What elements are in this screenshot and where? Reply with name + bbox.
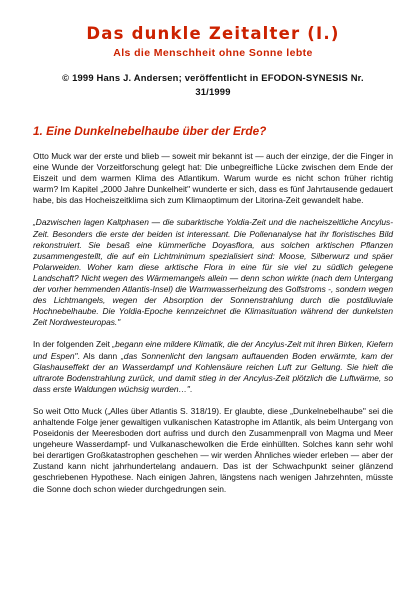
- paragraph-intro: Otto Muck war der erste und blieb — soweit mir bekannt ist — auch der einzige, der die Finger in eine Wunde der Vorzeitforschung gelegt hat: Die unbegreifliche Lücke zwischen dem Ende der Eiszeit und dem warmen Klima des Atlantikum. Warum wurde es nicht schon früher richtig warm? Im Kapitel „2000 Jahre Dunkelheit" wunderte er sich, dass es fünf Jahrtausende gedauert habe, bis das Hocheiszeitklima sich zum Klimaoptimum der Litorina-Zeit gewandelt habe.: [33, 151, 393, 206]
- paragraph-following-time: [33, 339, 393, 394]
- paragraph-conclusion: So weit Otto Muck („Alles über Atlantis S. 318/19). Er glaubte, diese „Dunkelnebelhaube" sei die anhaltende Folge jener gewaltigen vulkanischen Katastrophe im Atlantik, als beim Untergang von Poseidonis der Meeresboden dort aufriss und durch den Zusammenprall von Magma und Meer ungeheure Wasserdampf- und Vulkanaschewolken die Erde einhüllten. Solches kann sehr wohl bei derartigen Großkatastrophen geschehen — wir werden Ähnliches wieder erleben — aber der Zustand kann nicht jahrhundertelang andauern. Das ist der Schwachpunkt seiner glänzend geschriebenen Hypothese. Nach einigen Jahren, längstens nach wenigen Jahrzehnten, müsste die Sonne doch schon wieder durchgedrungen sein.: [33, 405, 393, 494]
- document-subtitle: Als die Menschheit ohne Sonne lebte: [113, 47, 313, 59]
- inline-quote: „begann eine mildere Klimatik, die der Ancylus-Zeit mit ihren Birken, Kiefern und Espen": [33, 339, 394, 361]
- copyright-line-1: © 1999 Hans J. Andersen; veröffentlicht in EFODON-SYNESIS Nr.: [62, 72, 364, 83]
- paragraph-quote: „Dazwischen lagen Kaltphasen — die subarktische Yoldia-Zeit und die nacheiszeitliche Ancylus-Zeit. Besonders die erste der beiden ist interessant. Die Pollenanalyse hat ihr floristisches Bild rekonstruiert. Sie besaß eine kümmerliche Doyasflora, aus solchen arktischen Pflanzen zusammengestellt, die auf ein Lichtminimum spezialisiert sind: Moose, Silberwurz und späer Polarweiden. Woher kam diese arktische Flora in eine für sie viel zu südlich gelegene Landschaft? Nicht wegen des Wärmemangels allein — denn schon wirkte (nach dem Untergang der vorher hemmenden Atlantis-Insel) die Warmwasserheizung des Golfstroms -, sondern wegen des Lichtmangels, wegen der Absorption der Sonnenstrahlung durch die postdiluviale Hochnebelhaube. Die Yoldia-Epoche kennzeichnet die Klimasituation während der dunkelsten Zeit Nordwesteuropas.": [33, 217, 393, 328]
- document-title: Das dunkle Zeitalter (I.): [86, 24, 340, 43]
- paragraph-text: In der folgenden Zeit: [33, 339, 113, 350]
- section-heading: 1. Eine Dunkelnebelhaube über der Erde?: [33, 124, 267, 138]
- paragraph-text: . Als dann: [77, 350, 122, 361]
- paragraph-text: .: [189, 383, 193, 394]
- copyright-notice: [33, 71, 393, 99]
- inline-quote: „das Sonnenlicht den langsam auftauenden Boden erwärmte, kam der Glashauseffekt der an Wasserdampf und Kohlensäure reichen Luft zur Geltung. Sie hielt die ultrarote Bodenstrahlung zurück, und damit stieg in der Ancylus-Zeit plötzlich die Luftwärme, so dass erste Waldungen wüchsig wurden…": [33, 350, 393, 394]
- copyright-line-2: 31/1999: [195, 86, 231, 97]
